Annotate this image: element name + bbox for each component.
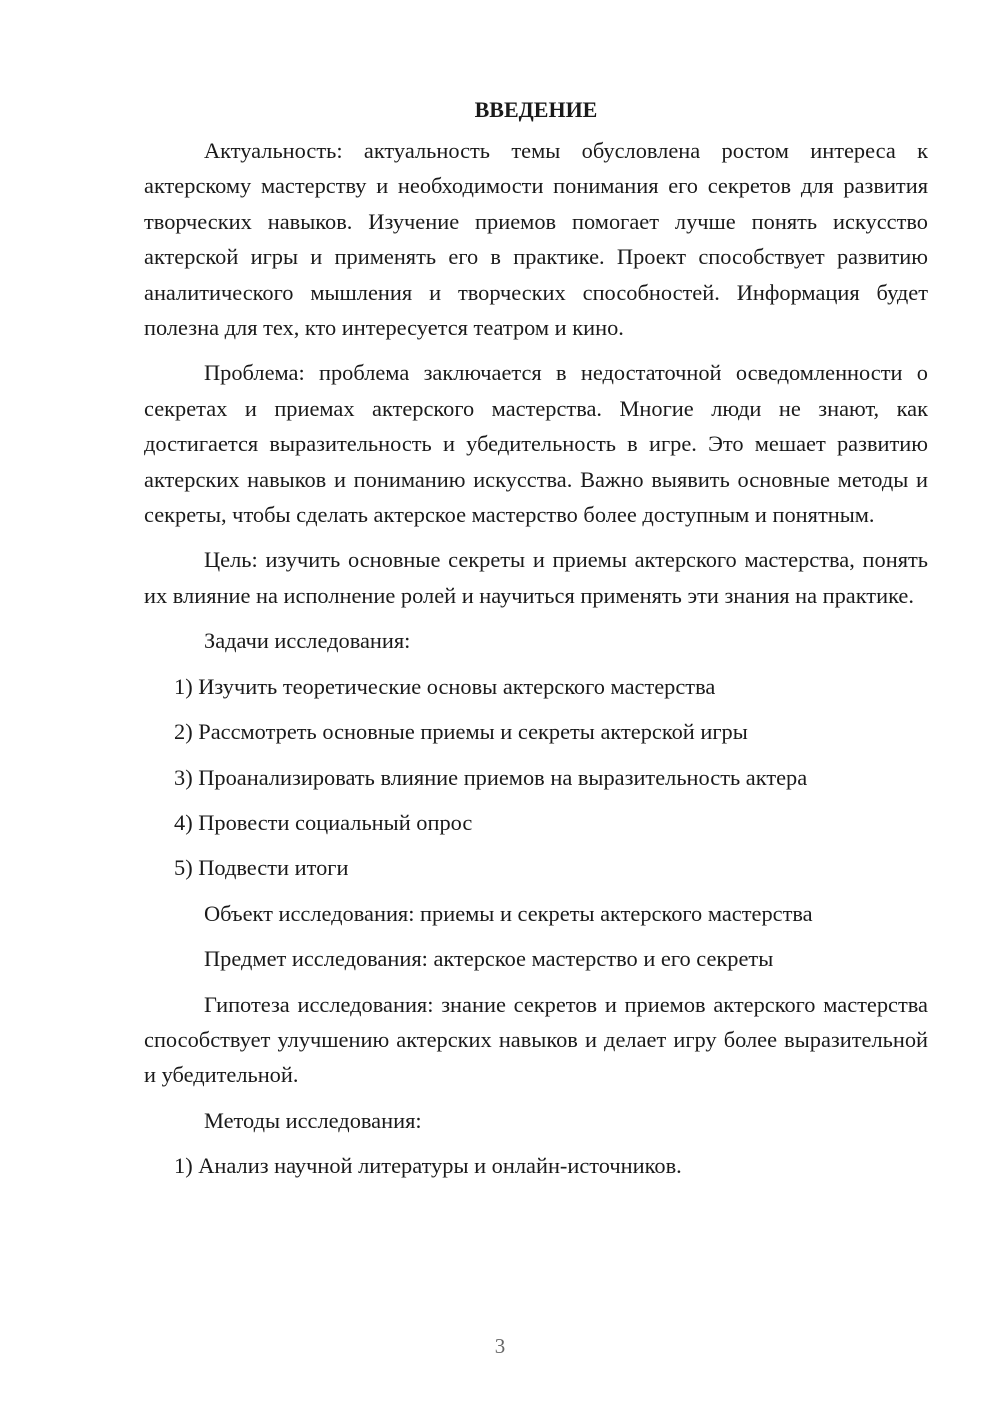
goal-paragraph: Цель: изучить основные секреты и приемы актерского мастерства, понять их влияние на исполнение ролей и научиться применять эти знания на практике.	[144, 547, 928, 608]
list-item: 5) Подвести итоги	[174, 855, 349, 881]
problem-paragraph: Проблема: проблема заключается в недостаточной осведомленности о секретах и приемах актерского мастерства. Многие люди не знают, как достигается выразительность и убедительность в игре. Это мешает развитию актерских навыков и пониманию искусства. Важно выявить основные методы и секреты, чтобы сделать актерское мастерство более доступным и понятным.	[144, 360, 928, 528]
methods-list	[144, 1148, 928, 1183]
list-item: 4) Провести социальный опрос	[174, 809, 473, 835]
relevance-paragraph: Актуальность: актуальность темы обусловлена ростом интереса к актерскому мастерству и необходимости понимания его секретов для развития творческих навыков. Изучение приемов помогает лучше понять искусство актерской игры и применять его в практике. Проект способствует развитию аналитического мышления и творческих способностей. Информация будет полезна для тех, кто интересуется театром и кино.	[144, 138, 928, 341]
page-number: 3	[494, 1334, 506, 1358]
list-item: 3) Проанализировать влияние приемов на выразительность актера	[174, 764, 808, 790]
document-page	[144, 92, 928, 1194]
list-item: 2) Рассмотреть основные приемы и секреты актерской игры	[174, 719, 748, 745]
research-object: Объект исследования: приемы и секреты актерского мастерства	[204, 900, 813, 926]
tasks-list	[144, 669, 928, 886]
tasks-heading: Задачи исследования:	[204, 628, 411, 654]
list-item: 1) Изучить теоретические основы актерского мастерства	[174, 673, 716, 699]
hypothesis-paragraph: Гипотеза исследования: знание секретов и приемов актерского мастерства способствует улучшению актерских навыков и делает игру более выразительной и убедительной.	[144, 991, 928, 1088]
list-item: 1) Анализ научной литературы и онлайн-источников.	[174, 1153, 682, 1179]
research-subject: Предмет исследования: актерское мастерство и его секреты	[204, 946, 774, 972]
section-title: ВВЕДЕНИЕ	[474, 97, 598, 122]
methods-heading: Методы исследования:	[204, 1107, 422, 1133]
